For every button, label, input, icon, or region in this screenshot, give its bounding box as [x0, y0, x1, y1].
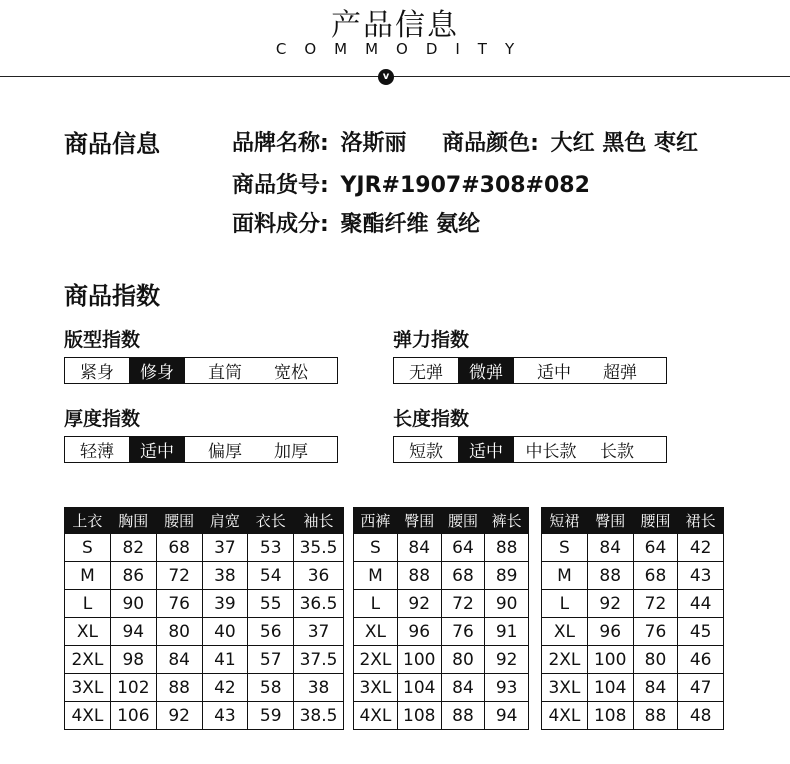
- measurement-cell: 88: [397, 562, 441, 590]
- table-row: [354, 618, 529, 646]
- fabric-label: 面料成分:: [232, 212, 329, 237]
- measurement-cell: 91: [485, 618, 529, 646]
- measurement-cell: 100: [587, 646, 633, 674]
- measurement-cell: 80: [633, 646, 678, 674]
- size-cell: S: [354, 534, 398, 562]
- length-index-scale: [393, 436, 667, 463]
- size-cell: M: [542, 562, 588, 590]
- table-header-cell: 衣长: [248, 508, 294, 534]
- table-header-cell: 腰围: [441, 508, 485, 534]
- color-label: 商品颜色:: [442, 131, 539, 156]
- table-row: [65, 618, 344, 646]
- table-row: [65, 590, 344, 618]
- measurement-cell: 68: [441, 562, 485, 590]
- measurement-cell: 108: [397, 702, 441, 730]
- table-header-cell: 裙长: [678, 508, 724, 534]
- measurement-cell: 38: [202, 562, 248, 590]
- measurement-cell: 72: [441, 590, 485, 618]
- fit-option-selected: 修身: [129, 358, 185, 383]
- size-cell: 4XL: [65, 702, 111, 730]
- measurement-cell: 35.5: [294, 534, 344, 562]
- length-index-label: 长度指数: [393, 408, 470, 430]
- elasticity-option: 超弹: [603, 363, 637, 383]
- measurement-cell: 94: [110, 618, 156, 646]
- size-table-top: [64, 507, 344, 730]
- table-row: [542, 618, 724, 646]
- table-header-cell: 短裙: [542, 508, 588, 534]
- table-header-cell: 腰围: [156, 508, 202, 534]
- fabric-value: 聚酯纤维 氨纶: [340, 212, 481, 237]
- table-row: [542, 562, 724, 590]
- thickness-option: 偏厚: [208, 442, 242, 462]
- table-row: [542, 646, 724, 674]
- measurement-cell: 96: [397, 618, 441, 646]
- table-row: [65, 702, 344, 730]
- length-option-selected: 适中: [458, 437, 514, 462]
- measurement-cell: 68: [633, 562, 678, 590]
- measurement-cell: 37: [202, 534, 248, 562]
- measurement-cell: 90: [485, 590, 529, 618]
- size-cell: 3XL: [542, 674, 588, 702]
- indices-title: 商品指数: [64, 282, 160, 310]
- measurement-cell: 59: [248, 702, 294, 730]
- measurement-cell: 57: [248, 646, 294, 674]
- thickness-option: 轻薄: [80, 442, 114, 462]
- fit-index-label: 版型指数: [64, 329, 141, 351]
- measurement-cell: 96: [587, 618, 633, 646]
- brand-value: 洛斯丽: [340, 131, 407, 156]
- measurement-cell: 76: [633, 618, 678, 646]
- measurement-cell: 68: [156, 534, 202, 562]
- size-table-pants: [353, 507, 529, 730]
- elasticity-option-selected: 微弹: [458, 358, 514, 383]
- measurement-cell: 64: [633, 534, 678, 562]
- size-cell: XL: [354, 618, 398, 646]
- table-row: [542, 534, 724, 562]
- brand-label: 品牌名称:: [232, 131, 329, 156]
- measurement-cell: 80: [156, 618, 202, 646]
- table-row: [542, 702, 724, 730]
- table-row: [354, 646, 529, 674]
- measurement-cell: 47: [678, 674, 724, 702]
- size-cell: L: [354, 590, 398, 618]
- measurement-cell: 102: [110, 674, 156, 702]
- table-header-row: [65, 508, 344, 534]
- table-row: [354, 674, 529, 702]
- size-cell: 4XL: [354, 702, 398, 730]
- thickness-index-label: 厚度指数: [64, 408, 141, 430]
- measurement-cell: 36.5: [294, 590, 344, 618]
- measurement-cell: 88: [441, 702, 485, 730]
- size-cell: 4XL: [542, 702, 588, 730]
- table-header-cell: 袖长: [294, 508, 344, 534]
- measurement-cell: 40: [202, 618, 248, 646]
- measurement-cell: 38: [294, 674, 344, 702]
- table-header-cell: 西裤: [354, 508, 398, 534]
- size-cell: M: [65, 562, 111, 590]
- measurement-cell: 46: [678, 646, 724, 674]
- measurement-cell: 92: [156, 702, 202, 730]
- table-header-row: [354, 508, 529, 534]
- measurement-cell: 98: [110, 646, 156, 674]
- table-row: [354, 590, 529, 618]
- chevron-down-icon: v: [378, 69, 394, 85]
- measurement-cell: 64: [441, 534, 485, 562]
- thickness-index-scale: [64, 436, 338, 463]
- measurement-cell: 104: [587, 674, 633, 702]
- table-header-cell: 肩宽: [202, 508, 248, 534]
- elasticity-index-scale: [393, 357, 667, 384]
- size-cell: 2XL: [354, 646, 398, 674]
- size-cell: 3XL: [354, 674, 398, 702]
- size-cell: M: [354, 562, 398, 590]
- size-cell: 2XL: [542, 646, 588, 674]
- measurement-cell: 44: [678, 590, 724, 618]
- size-cell: L: [542, 590, 588, 618]
- measurement-cell: 84: [156, 646, 202, 674]
- measurement-cell: 36: [294, 562, 344, 590]
- thickness-option-selected: 适中: [129, 437, 185, 462]
- fit-option: 紧身: [80, 363, 114, 383]
- info-row-fabric: [232, 207, 484, 238]
- table-row: [542, 590, 724, 618]
- fit-option: 直筒: [208, 363, 242, 383]
- measurement-cell: 37: [294, 618, 344, 646]
- measurement-cell: 55: [248, 590, 294, 618]
- size-cell: L: [65, 590, 111, 618]
- measurement-cell: 72: [156, 562, 202, 590]
- size-cell: S: [542, 534, 588, 562]
- table-row: [354, 562, 529, 590]
- measurement-cell: 84: [441, 674, 485, 702]
- measurement-cell: 82: [110, 534, 156, 562]
- measurement-cell: 106: [110, 702, 156, 730]
- measurement-cell: 42: [678, 534, 724, 562]
- color-value: 大红 黑色 枣红: [550, 131, 698, 156]
- measurement-cell: 72: [633, 590, 678, 618]
- info-row-sku: [232, 168, 594, 199]
- measurement-cell: 43: [202, 702, 248, 730]
- measurement-cell: 76: [156, 590, 202, 618]
- measurement-cell: 94: [485, 702, 529, 730]
- size-cell: 3XL: [65, 674, 111, 702]
- measurement-cell: 84: [587, 534, 633, 562]
- sku-label: 商品货号:: [232, 173, 329, 198]
- table-row: [542, 674, 724, 702]
- table-row: [354, 702, 529, 730]
- size-cell: S: [65, 534, 111, 562]
- table-row: [65, 534, 344, 562]
- product-info-title: 商品信息: [64, 130, 160, 158]
- table-header-cell: 臀围: [397, 508, 441, 534]
- measurement-cell: 37.5: [294, 646, 344, 674]
- page-subtitle: COMMODITY: [275, 40, 533, 58]
- size-cell: XL: [65, 618, 111, 646]
- measurement-cell: 84: [633, 674, 678, 702]
- measurement-cell: 48: [678, 702, 724, 730]
- measurement-cell: 104: [397, 674, 441, 702]
- length-option: 中长款: [525, 442, 577, 462]
- size-cell: 2XL: [65, 646, 111, 674]
- info-row-brand-color: [232, 126, 702, 157]
- measurement-cell: 53: [248, 534, 294, 562]
- size-cell: XL: [542, 618, 588, 646]
- measurement-cell: 88: [633, 702, 678, 730]
- measurement-cell: 38.5: [294, 702, 344, 730]
- measurement-cell: 80: [441, 646, 485, 674]
- measurement-cell: 56: [248, 618, 294, 646]
- measurement-cell: 108: [587, 702, 633, 730]
- table-header-cell: 上衣: [65, 508, 111, 534]
- measurement-cell: 84: [397, 534, 441, 562]
- table-header-cell: 臀围: [587, 508, 633, 534]
- measurement-cell: 39: [202, 590, 248, 618]
- measurement-cell: 92: [587, 590, 633, 618]
- measurement-cell: 88: [156, 674, 202, 702]
- measurement-cell: 58: [248, 674, 294, 702]
- table-row: [354, 534, 529, 562]
- measurement-cell: 88: [587, 562, 633, 590]
- measurement-cell: 45: [678, 618, 724, 646]
- fit-option: 宽松: [274, 363, 308, 383]
- measurement-cell: 76: [441, 618, 485, 646]
- elasticity-option: 无弹: [409, 363, 443, 383]
- length-option: 长款: [600, 442, 634, 462]
- measurement-cell: 88: [485, 534, 529, 562]
- table-header-cell: 裤长: [485, 508, 529, 534]
- size-table-skirt: [541, 507, 724, 730]
- fit-index-scale: [64, 357, 338, 384]
- measurement-cell: 43: [678, 562, 724, 590]
- measurement-cell: 92: [485, 646, 529, 674]
- page-title: 产品信息: [331, 8, 459, 43]
- header-divider: [0, 76, 790, 77]
- thickness-option: 加厚: [274, 442, 308, 462]
- sku-value: YJR#1907#308#082: [340, 173, 590, 198]
- measurement-cell: 93: [485, 674, 529, 702]
- measurement-cell: 41: [202, 646, 248, 674]
- table-row: [65, 646, 344, 674]
- measurement-cell: 86: [110, 562, 156, 590]
- measurement-cell: 90: [110, 590, 156, 618]
- table-header-row: [542, 508, 724, 534]
- elasticity-index-label: 弹力指数: [393, 329, 470, 351]
- measurement-cell: 89: [485, 562, 529, 590]
- table-header-cell: 胸围: [110, 508, 156, 534]
- elasticity-option: 适中: [537, 363, 571, 383]
- length-option: 短款: [409, 442, 443, 462]
- measurement-cell: 100: [397, 646, 441, 674]
- table-row: [65, 674, 344, 702]
- table-header-cell: 腰围: [633, 508, 678, 534]
- measurement-cell: 92: [397, 590, 441, 618]
- measurement-cell: 54: [248, 562, 294, 590]
- table-row: [65, 562, 344, 590]
- measurement-cell: 42: [202, 674, 248, 702]
